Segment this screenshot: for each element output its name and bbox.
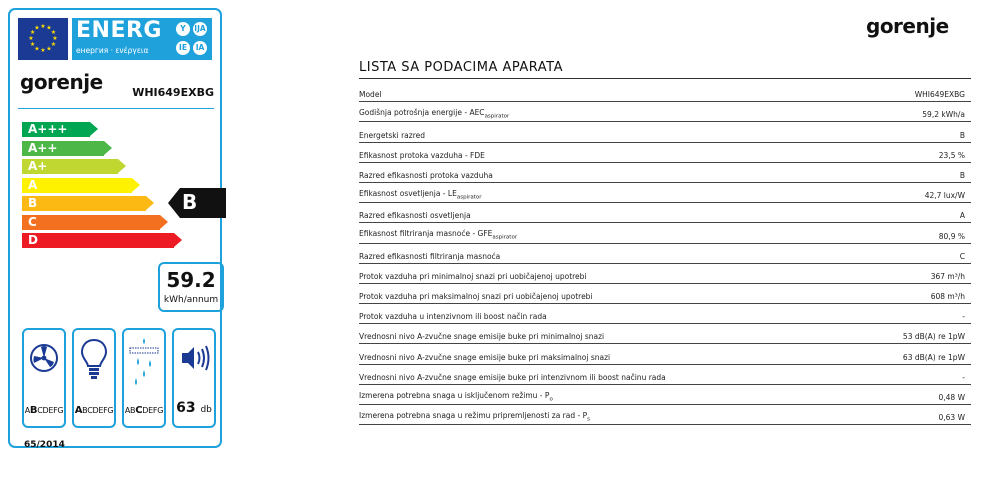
energy-class-label: B (28, 196, 38, 210)
table-row (359, 122, 971, 142)
row-value: 59,2 kWh/a (922, 110, 965, 120)
table-row (359, 203, 971, 223)
light-class-scale: ABCDEFG (74, 405, 114, 416)
table-row (359, 82, 971, 102)
filter-class-scale: ABCDEFG (124, 405, 164, 416)
row-value: - (962, 372, 965, 382)
fan-icon (28, 338, 60, 378)
energy-class-label: D (28, 233, 38, 247)
lang-code: Y (176, 22, 190, 36)
table-row (359, 102, 971, 122)
svg-text:★: ★ (46, 24, 52, 32)
row-value: 23,5 % (938, 150, 965, 160)
table-row (359, 264, 971, 284)
annual-consumption-box (158, 262, 224, 312)
energy-class-bar (22, 122, 90, 137)
light-efficiency-box (72, 328, 116, 428)
table-row (359, 405, 971, 425)
lang-code: IJA (193, 22, 207, 36)
row-label-subscript: aspirator (456, 194, 482, 201)
svg-text:★: ★ (34, 45, 40, 53)
energy-class-label: A+ (28, 159, 48, 173)
aec-unit: kWh/annum (163, 295, 219, 305)
grease-filter-box (122, 328, 166, 428)
noise-box (172, 328, 216, 428)
row-label: Vrednosni nivo A-zvučne snage emisije buke pri minimalnoj snazi (359, 332, 605, 342)
row-label-subscript: aspirator (484, 113, 510, 120)
energy-word: ENERG (76, 18, 162, 43)
row-label: Efikasnost protoka vazduha - FDE (359, 150, 485, 160)
table-row (359, 244, 971, 264)
svg-text:★: ★ (46, 45, 52, 53)
row-label: Izmerena potrebna snaga u režimu pripremljenosti za rad - $P_s$ (359, 410, 590, 423)
row-value: C (959, 251, 965, 261)
row-label: Razred efikasnosti filtriranja masnoća (359, 251, 501, 261)
light-bulb-icon (78, 338, 110, 382)
row-label: Efikasnost filtriranja masnoće - $GFE_{aspirator}$ (359, 229, 518, 241)
svg-text:★: ★ (52, 35, 58, 42)
row-value: 0,63 W (938, 413, 965, 423)
table-row (359, 183, 971, 203)
energy-class-bar (22, 178, 132, 193)
energy-label (8, 8, 222, 448)
row-label: Model (359, 90, 382, 100)
energy-class-label: A (28, 177, 38, 192)
energy-subtitle: енергия · ενέργεια (76, 46, 149, 55)
energy-class-bar (22, 215, 160, 230)
regulation-number: 65/2014 (24, 440, 65, 450)
row-value: 367 m³/h (930, 271, 965, 281)
fan-class-scale: ABCDEFG (24, 405, 64, 416)
row-label-subscript: s (587, 416, 590, 423)
row-label: Razred efikasnosti osvetljenja (359, 211, 471, 221)
label-brand: gorenje (20, 70, 103, 94)
aec-value: 59.2 (166, 268, 216, 292)
label-brand-row (18, 72, 214, 102)
table-row (359, 284, 971, 304)
energy-class-bar (22, 141, 104, 156)
svg-text:★: ★ (29, 29, 36, 36)
row-value: WHI649EXBG (914, 90, 965, 100)
svg-text:★: ★ (29, 41, 36, 48)
lang-code: IA (193, 41, 207, 55)
svg-text:★: ★ (28, 35, 34, 42)
divider (18, 108, 214, 109)
rating-arrow (168, 188, 226, 218)
energy-class-bar (22, 233, 174, 248)
energy-class-scale (22, 122, 212, 252)
speaker-icon (178, 338, 210, 378)
table-row (359, 385, 971, 405)
table-row (359, 163, 971, 183)
row-label: Vrednosni nivo A-zvučne snage emisije buke pri intenzivnom ili boost načinu rada (359, 372, 666, 382)
row-value: 80,9 % (938, 231, 965, 241)
row-label-subscript: o (549, 396, 553, 402)
row-value: 0,48 W (938, 393, 965, 402)
table-row (359, 365, 971, 385)
row-value: 608 m³/h (930, 292, 965, 302)
energy-class-label: A+++ (28, 122, 68, 136)
row-label: Razred efikasnosti protoka vazduha (359, 170, 493, 180)
row-value: A (959, 211, 965, 221)
table-row (359, 344, 971, 364)
label-header (18, 18, 212, 60)
row-label: Protok vazduha pri maksimalnoj snazi pri uobičajenoj upotrebi (359, 292, 593, 302)
energy-class-bar (22, 159, 118, 174)
row-label: Vrednosni nivo A-zvučne snage emisije buke pri maksimalnoj snazi (359, 352, 611, 362)
row-label: Izmerena potrebna snaga u isključenom režimu - $P_o$ (359, 390, 553, 402)
rating-class: B (182, 190, 198, 214)
table-row (359, 324, 971, 344)
noise-value: 63 db (176, 400, 212, 416)
row-label: Protok vazduha pri minimalnoj snazi pri uobičajenoj upotrebi (359, 271, 587, 281)
label-model: WHI649EXBG (132, 86, 214, 99)
row-value: - (962, 312, 965, 322)
divider (359, 78, 971, 79)
lang-code: IE (176, 41, 190, 55)
energy-banner (72, 18, 212, 60)
row-label: Energetski razred (359, 130, 426, 140)
table-row (359, 223, 971, 243)
energy-class-label: A++ (28, 140, 58, 155)
sheet-title: LISTA SA PODACIMA APARATA (359, 60, 563, 75)
energy-class-label: C (28, 214, 37, 229)
table-row (359, 304, 971, 324)
row-value: 53 dB(A) re 1pW (902, 332, 965, 342)
svg-text:★: ★ (50, 41, 57, 48)
table-row (359, 143, 971, 163)
row-value: B (959, 130, 965, 140)
fan-efficiency-box (22, 328, 66, 428)
energy-class-bar (22, 196, 146, 211)
row-label: Efikasnost osvetljenja - $LE_{aspirator}$ (359, 188, 482, 201)
row-value: 42,7 lux/W (924, 191, 965, 201)
svg-text:★: ★ (34, 24, 40, 32)
row-label: Godišnja potrošnja energije - $AEC_{aspirator}$ (359, 107, 510, 120)
eu-flag-icon (18, 18, 68, 60)
row-label-subscript: aspirator (492, 234, 518, 241)
row-value: 63 dB(A) re 1pW (902, 352, 965, 362)
data-sheet-table (359, 82, 971, 425)
row-label: Protok vazduha u intenzivnom ili boost način rada (359, 312, 547, 322)
svg-text:★: ★ (40, 47, 46, 54)
svg-text:★: ★ (50, 29, 57, 36)
brand-logo: gorenje (866, 14, 949, 38)
svg-text:★: ★ (40, 23, 46, 30)
row-value: B (959, 170, 965, 180)
grease-filter-icon (128, 338, 160, 386)
